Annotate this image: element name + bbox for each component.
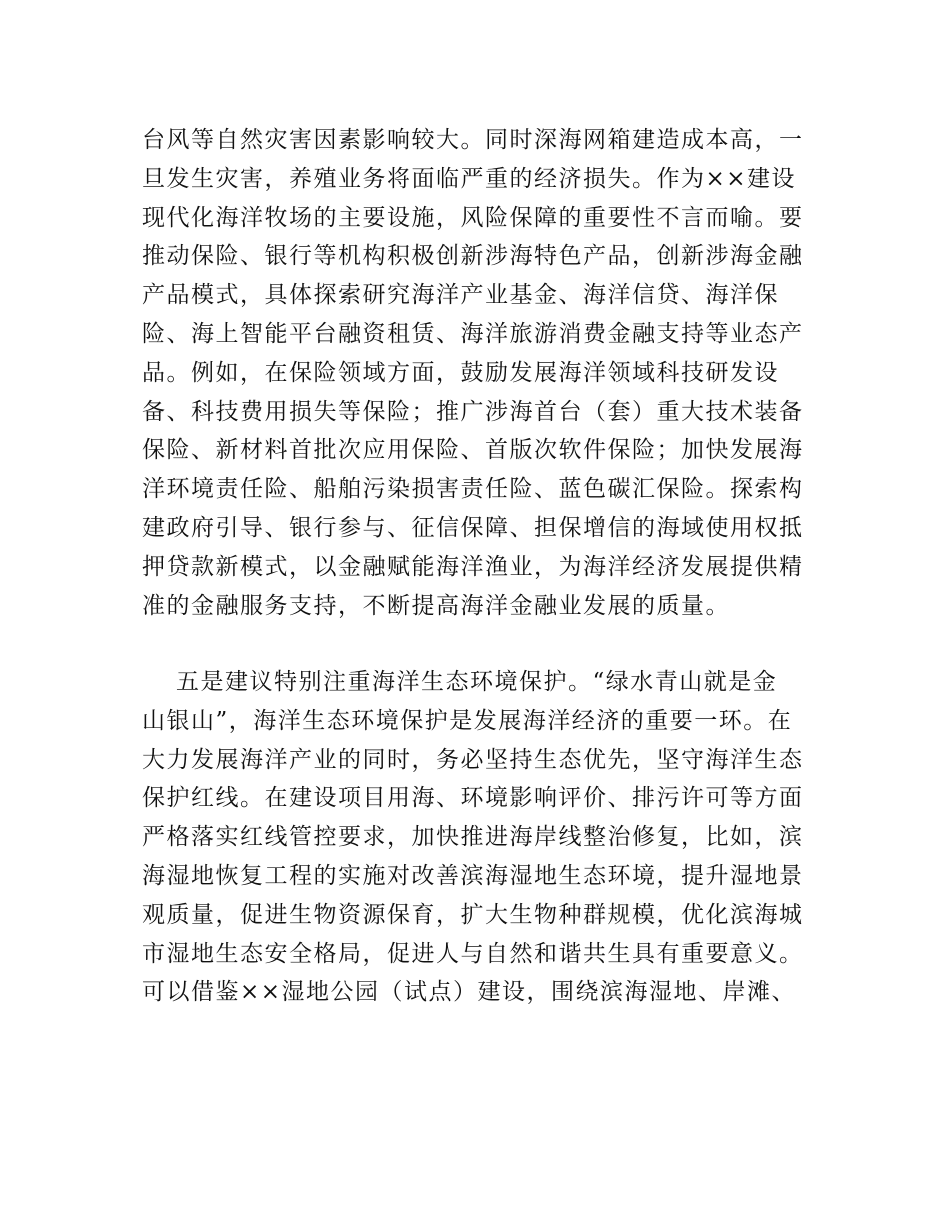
text-line: 产品模式，具体探索研究海洋产业基金、海洋信贷、海洋保 bbox=[142, 282, 779, 309]
text-line: 旦发生灾害，养殖业务将面临严重的经济损失。作为××建设 bbox=[142, 165, 797, 192]
text-line: 大力发展海洋产业的同时，务必坚持生态优先，坚守海洋生态 bbox=[142, 746, 804, 773]
text-line: 品。例如，在保险领域方面，鼓励发展海洋领域科技研发设 bbox=[142, 359, 779, 386]
text-line: 押贷款新模式，以金融赋能海洋渔业，为海洋经济发展提供精 bbox=[142, 553, 804, 580]
text-line: 洋环境责任险、船舶污染损害责任险、蓝色碳汇保险。探索构 bbox=[142, 476, 804, 503]
text-line: 准的金融服务支持，不断提高海洋金融业发展的质量。 bbox=[142, 592, 730, 619]
text-line: 观质量，促进生物资源保育，扩大生物种群规模，优化滨海城 bbox=[142, 901, 804, 928]
text-line: 山银山”，海洋生态环境保护是发展海洋经济的重要一环。在 bbox=[142, 707, 793, 734]
text-line: 保险、新材料首批次应用保险、首版次软件保险；加快发展海 bbox=[142, 437, 804, 464]
text-line: 台风等自然灾害因素影响较大。同时深海网箱建造成本高，一 bbox=[142, 127, 804, 153]
text-line: 海湿地恢复工程的实施对改善滨海湿地生态环境，提升湿地景 bbox=[142, 862, 804, 889]
text-line: 严格落实红线管控要求，加快推进海岸线整治修复，比如，滨 bbox=[142, 824, 804, 851]
text-line: 五是建议特别注重海洋生态环境保护。“绿水青山就是金 bbox=[176, 669, 778, 695]
paragraph-finance-insurance bbox=[142, 121, 814, 625]
text-line: 现代化海洋牧场的主要设施，风险保障的重要性不言而喻。要 bbox=[142, 204, 804, 231]
text-line: 建政府引导、银行参与、征信保障、担保增信的海域使用权抵 bbox=[142, 514, 804, 541]
text-line: 可以借鉴××湿地公园（试点）建设，围绕滨海湿地、岸滩、 bbox=[142, 979, 797, 1006]
paragraph-ecology-protection bbox=[142, 663, 814, 1012]
text-line: 险、海上智能平台融资租赁、海洋旅游消费金融支持等业态产 bbox=[142, 320, 804, 347]
text-line: 保护红线。在建设项目用海、环境影响评价、排污许可等方面 bbox=[142, 785, 804, 812]
text-line: 推动保险、银行等机构积极创新涉海特色产品，创新涉海金融 bbox=[142, 243, 804, 270]
text-line: 市湿地生态安全格局，促进人与自然和谐共生具有重要意义。 bbox=[142, 940, 804, 967]
text-line: 备、科技费用损失等保险；推广涉海首台（套）重大技术装备 bbox=[142, 398, 804, 425]
